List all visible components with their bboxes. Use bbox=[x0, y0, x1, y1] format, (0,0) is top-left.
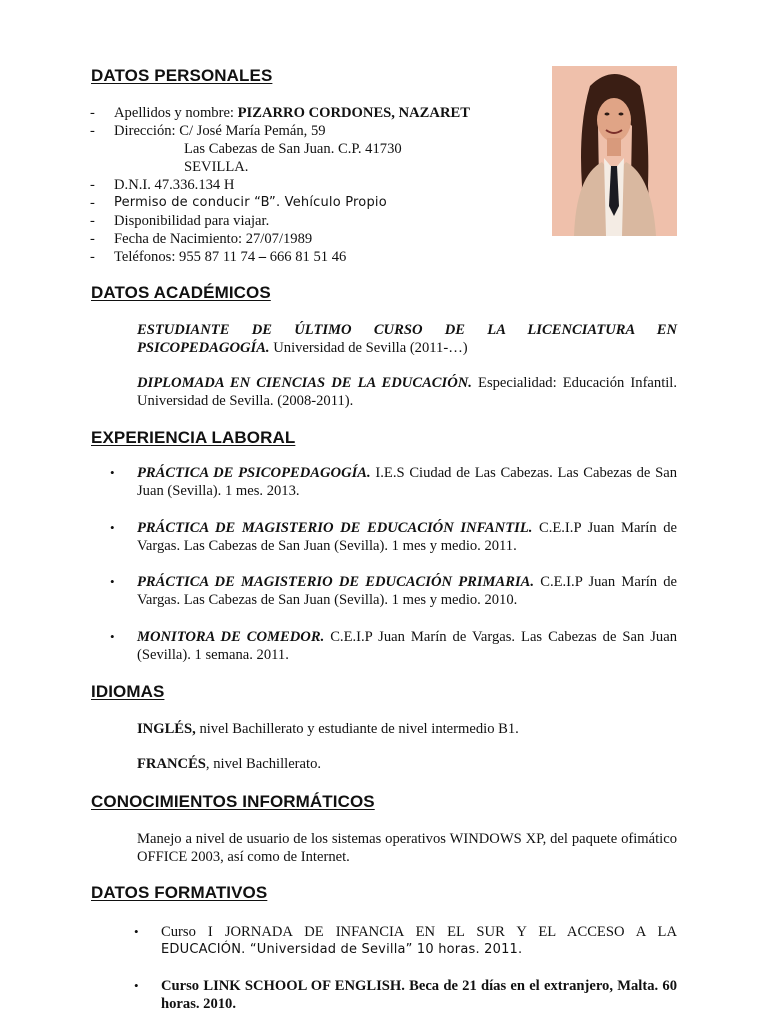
section-heading-computing: CONOCIMIENTOS INFORMÁTICOS bbox=[91, 792, 375, 811]
section-heading-work: EXPERIENCIA LABORAL bbox=[91, 428, 296, 447]
license-value: Permiso de conducir “B”. Vehículo Propio bbox=[114, 195, 387, 210]
bullet-icon: • bbox=[110, 520, 115, 535]
academic-title: ESTUDIANTE DE ÚLTIMO CURSO DE LA LICENCIATURA EN PSICOPEDAGOGÍA. bbox=[137, 322, 677, 356]
work-detail: C.E.I.P Juan Marín de Vargas. Las Cabezas de San Juan (Sevilla). 1 mes y medio. 2010. bbox=[137, 574, 677, 608]
detail-travel bbox=[90, 212, 530, 230]
list-dash: - bbox=[90, 123, 95, 139]
work-detail: I.E.S Ciudad de Las Cabezas. Las Cabezas de San Juan (Sevilla). 1 mes. 2013. bbox=[137, 465, 678, 499]
detail-address bbox=[90, 122, 530, 140]
training-item bbox=[134, 923, 677, 959]
detail-name bbox=[90, 104, 530, 122]
list-dash: - bbox=[90, 231, 95, 247]
birth-value: Fecha de Nacimiento: 27/07/1989 bbox=[114, 231, 313, 247]
academic-detail: Especialidad: Educación Infantil. Universidad de Sevilla. (2008-2011). bbox=[137, 375, 678, 409]
work-item bbox=[110, 519, 677, 555]
detail-birth bbox=[90, 230, 530, 248]
profile-photo bbox=[552, 66, 677, 236]
detail-address-line3: SEVILLA. bbox=[184, 159, 249, 175]
academic-title: DIPLOMADA EN CIENCIAS DE LA EDUCACIÓN. bbox=[137, 375, 472, 391]
detail-address-line2: Las Cabezas de San Juan. C.P. 41730 bbox=[184, 141, 402, 157]
work-title: MONITORA DE COMEDOR. bbox=[137, 629, 325, 645]
language-detail: , nivel Bachillerato. bbox=[205, 756, 322, 772]
academic-item-1 bbox=[137, 321, 677, 357]
computing-text: Manejo a nivel de usuario de los sistemas operativos WINDOWS XP, del paquete ofimático OFFICE 2003, así como de Internet. bbox=[137, 831, 677, 865]
section-heading-languages: IDIOMAS bbox=[91, 682, 165, 701]
work-title: PRÁCTICA DE MAGISTERIO DE EDUCACIÓN PRIMARIA. bbox=[137, 574, 535, 590]
detail-license bbox=[90, 194, 530, 212]
language-label: FRANCÉS bbox=[137, 756, 206, 772]
phones-label: Teléfonos: 955 87 11 74 bbox=[114, 249, 259, 265]
name-label: Apellidos y nombre: bbox=[114, 105, 238, 121]
phones-separator: – bbox=[258, 249, 267, 265]
detail-dni bbox=[90, 176, 530, 194]
language-detail: nivel Bachillerato y estudiante de nivel intermedio B1. bbox=[195, 721, 519, 737]
bullet-icon: • bbox=[110, 465, 115, 480]
academic-detail: Universidad de Sevilla (2011-…) bbox=[269, 340, 468, 356]
section-heading-academic: DATOS ACADÉMICOS bbox=[91, 283, 271, 302]
bullet-icon: • bbox=[110, 629, 115, 644]
section-heading-personal: DATOS PERSONALES bbox=[91, 66, 273, 85]
detail-phones bbox=[90, 248, 530, 266]
travel-value: Disponibilidad para viajar. bbox=[114, 213, 270, 229]
language-french bbox=[137, 755, 677, 773]
address-label: Dirección: C/ José María Pemán, 59 bbox=[114, 123, 326, 139]
work-title: PRÁCTICA DE PSICOPEDAGOGÍA. bbox=[137, 465, 371, 481]
work-detail: C.E.I.P Juan Marín de Vargas. Las Cabezas de San Juan (Sevilla). 1 semana. 2011. bbox=[137, 629, 677, 663]
work-item bbox=[110, 628, 677, 664]
list-dash: - bbox=[90, 177, 95, 193]
training-text: Curso LINK SCHOOL OF ENGLISH. Beca de 21 días en el extranjero, Malta. 60 horas. 2010. bbox=[161, 978, 677, 1012]
list-dash: - bbox=[90, 213, 95, 229]
name-value: PIZARRO CORDONES, NAZARET bbox=[237, 105, 470, 121]
academic-item-2 bbox=[137, 374, 677, 410]
bullet-icon: • bbox=[110, 574, 115, 589]
training-item bbox=[134, 977, 677, 1013]
list-dash: - bbox=[90, 105, 95, 121]
dni-value: D.N.I. 47.336.134 H bbox=[114, 177, 235, 193]
list-dash: - bbox=[90, 249, 95, 265]
work-title: PRÁCTICA DE MAGISTERIO DE EDUCACIÓN INFANTIL. bbox=[137, 520, 533, 536]
work-item bbox=[110, 573, 677, 609]
training-line: EDUCACIÓN. “Universidad de Sevilla” 10 horas. 2011. bbox=[161, 942, 523, 957]
language-english bbox=[137, 720, 677, 738]
bullet-icon: • bbox=[134, 924, 139, 939]
list-dash: - bbox=[90, 195, 95, 211]
phones-second: 666 81 51 46 bbox=[266, 249, 347, 265]
bullet-icon: • bbox=[134, 978, 139, 993]
work-item bbox=[110, 464, 677, 500]
training-line: Curso I JORNADA DE INFANCIA EN EL SUR Y EL ACCESO A LA bbox=[161, 924, 677, 940]
section-heading-training: DATOS FORMATIVOS bbox=[91, 883, 268, 902]
work-detail: C.E.I.P Juan Marín de Vargas. Las Cabezas de San Juan (Sevilla). 1 mes y medio. 2011. bbox=[137, 520, 678, 554]
language-label: INGLÉS, bbox=[137, 721, 196, 737]
personal-details bbox=[90, 104, 530, 266]
